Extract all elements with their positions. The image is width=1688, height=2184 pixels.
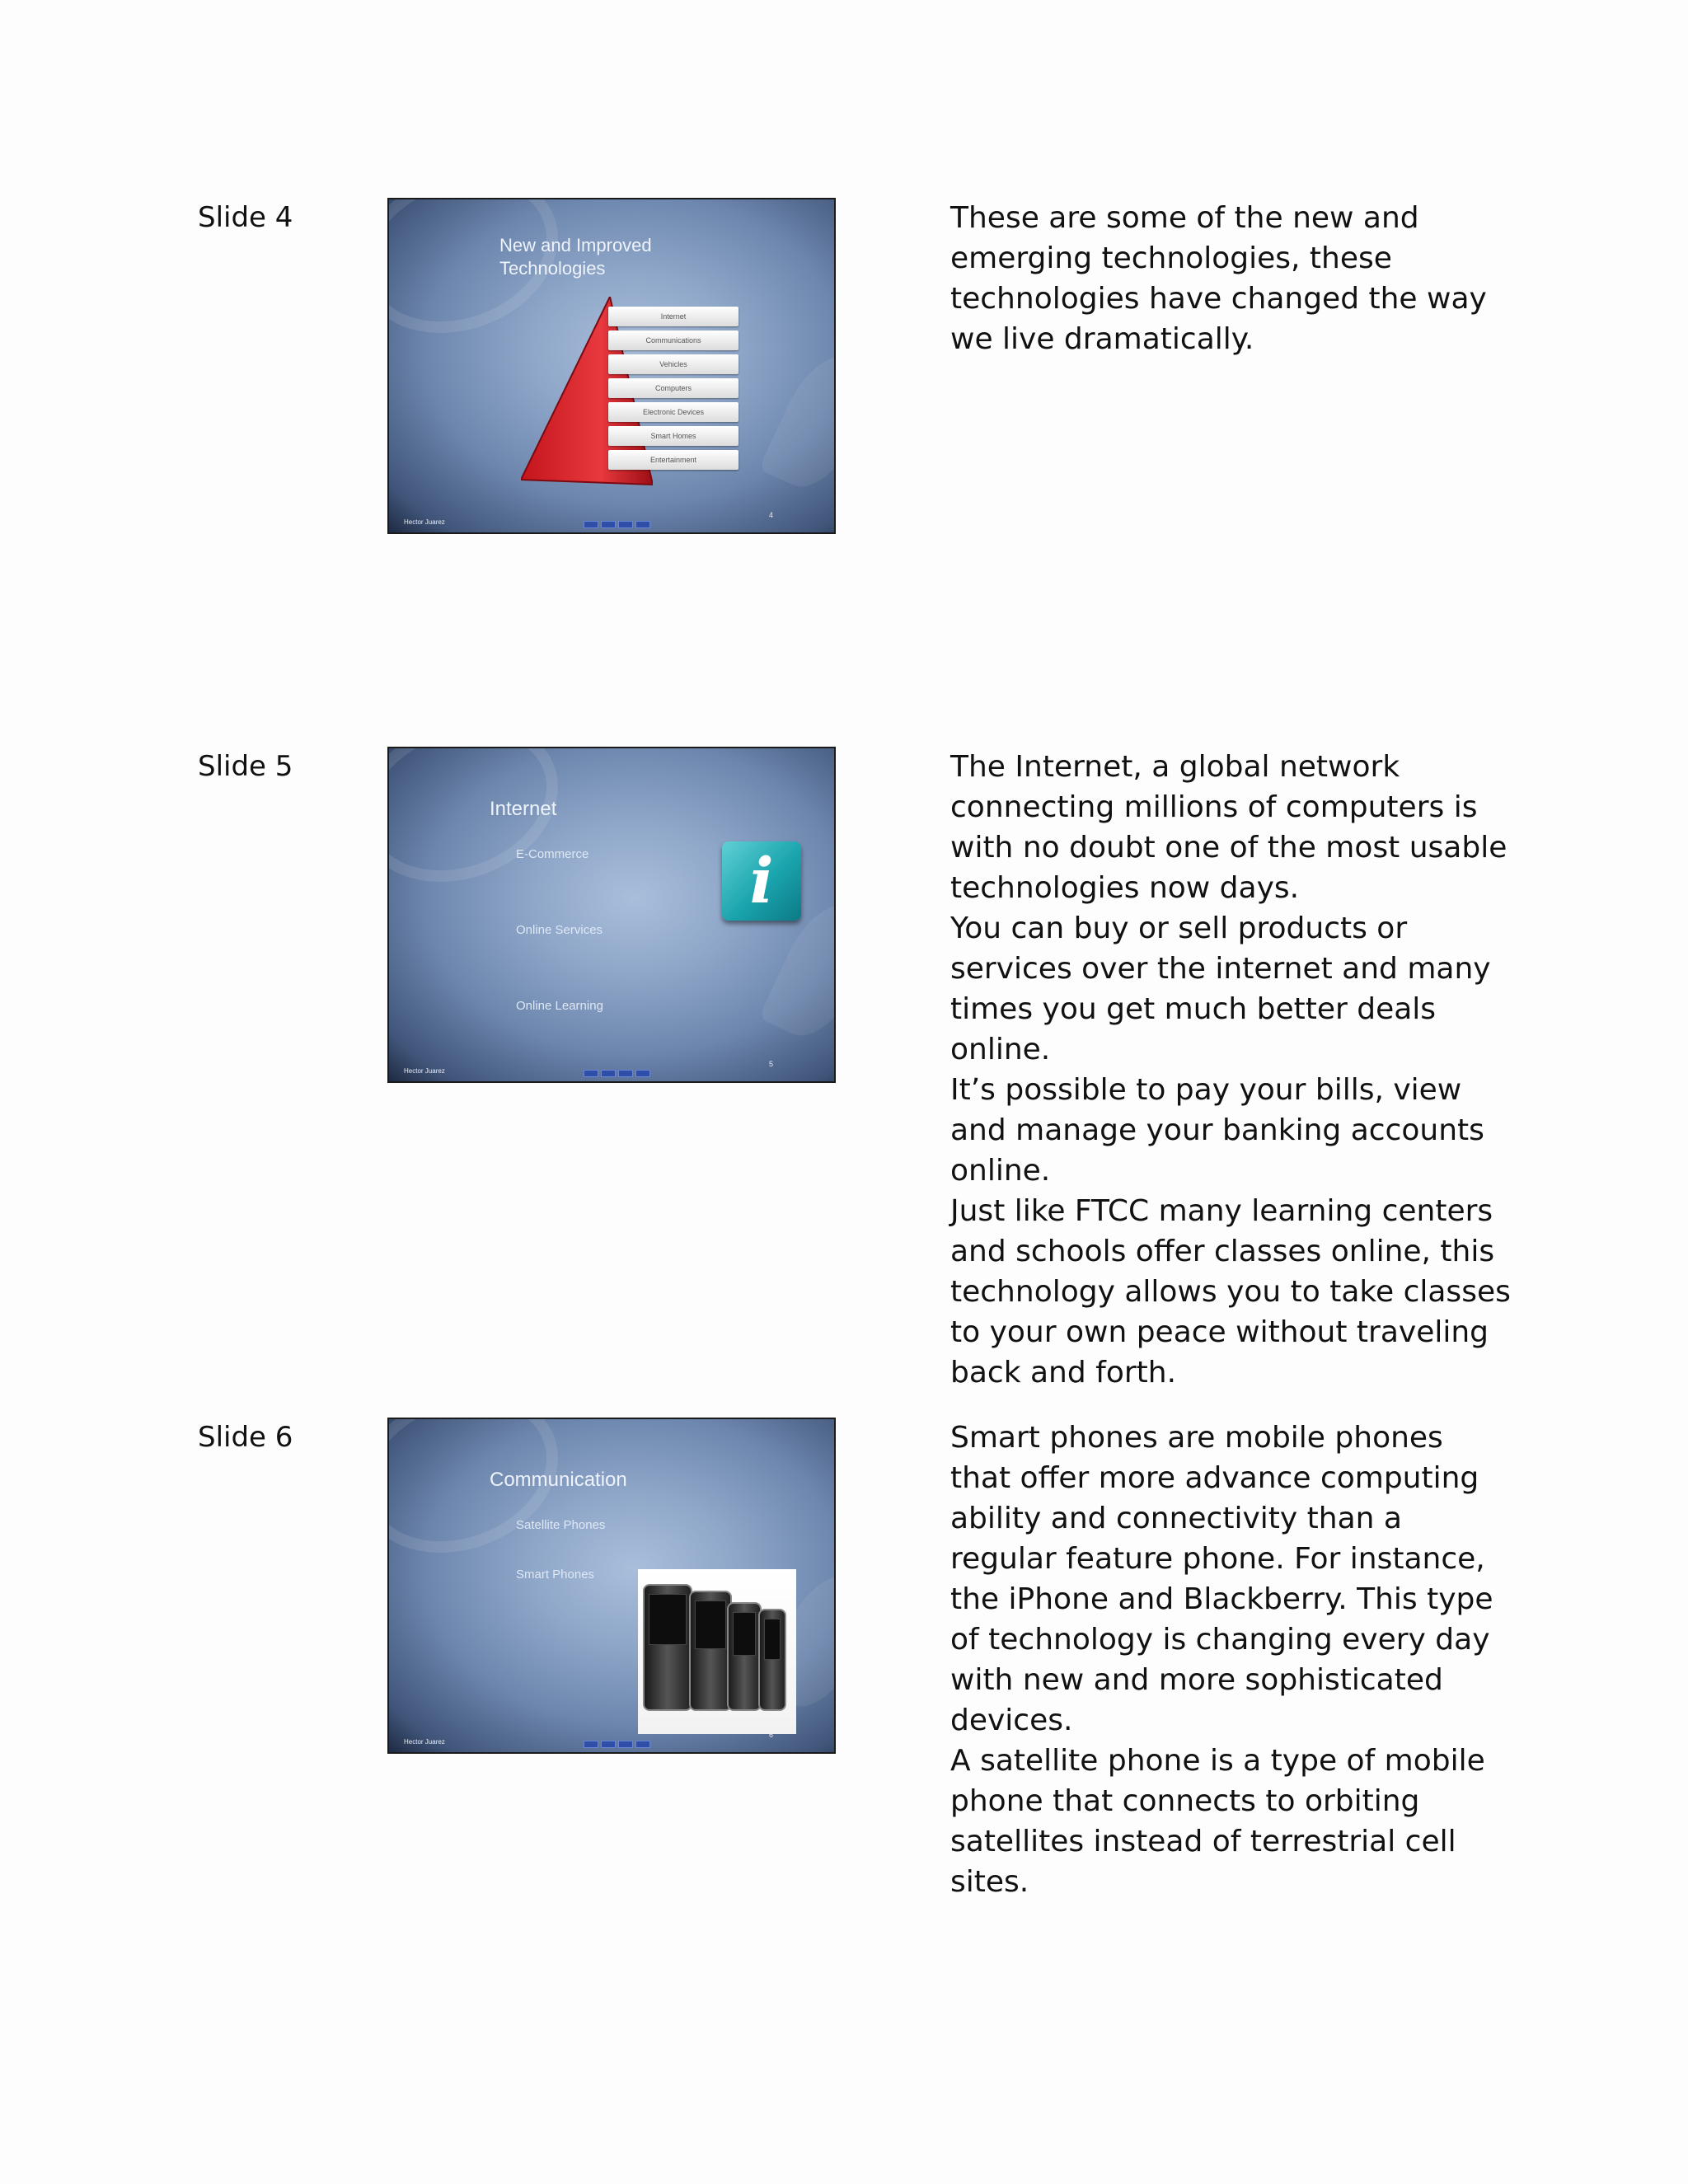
slide-5-item: Online Learning: [516, 999, 603, 1013]
step-vehicles: Vehicles: [608, 354, 738, 374]
slide-5-title: Internet: [490, 798, 557, 820]
mobile-phones-photo: [638, 1569, 796, 1734]
step-electronic-devices: Electronic Devices: [608, 402, 738, 422]
slide-4-label: Slide 4: [198, 201, 293, 234]
slide-4-thumbnail[interactable]: [387, 198, 836, 534]
slide-6-label: Slide 6: [198, 1421, 293, 1454]
step-entertainment: Entertainment: [608, 450, 738, 470]
slide-number: 4: [768, 511, 773, 519]
slide-6-item: Satellite Phones: [516, 1518, 606, 1532]
slide-5-item: E-Commerce: [516, 847, 589, 861]
technology-steps: [608, 307, 738, 474]
slide-6-title: Communication: [490, 1469, 627, 1491]
background-swirl: [387, 747, 581, 909]
slide-4-notes: These are some of the new and emerging technologies, these technologies have changed the way we live dramatically.: [950, 201, 1487, 356]
background-swirl: [758, 342, 836, 500]
slide-nav-buttons: [584, 1741, 650, 1748]
slide-nav-buttons: [584, 1070, 650, 1077]
step-smart-homes: Smart Homes: [608, 426, 738, 446]
info-icon: i: [722, 841, 801, 921]
slide-5-thumbnail[interactable]: [387, 747, 836, 1083]
slide-number: 5: [768, 1060, 773, 1068]
slide-4-title: New and Improved Technologies: [499, 235, 652, 279]
step-internet: Internet: [608, 307, 738, 326]
slide-footer-author: Hector Juarez: [404, 518, 445, 526]
background-swirl: [387, 1418, 581, 1580]
slide-nav-buttons: [584, 521, 650, 528]
step-computers: Computers: [608, 378, 738, 398]
slide-5-item: Online Services: [516, 923, 603, 937]
slide-footer-author: Hector Juarez: [404, 1067, 445, 1075]
slide-6-thumbnail[interactable]: [387, 1418, 836, 1754]
slide-6-item: Smart Phones: [516, 1568, 595, 1582]
slide-5-label: Slide 5: [198, 750, 293, 783]
slide-5-notes: The Internet, a global network connecting millions of computers is with no doubt one of the most usable technologies now days. You can buy or sell products or services over the internet and many times you get much better deals online. It’s possible to pay your bills, view and manage your banking accounts online. Just like FTCC many learning centers and schools offer classes online, this technology allows you to take classes to your own peace without traveling back and forth.: [950, 750, 1511, 1390]
slide-footer-author: Hector Juarez: [404, 1738, 445, 1746]
slide-number: 6: [768, 1731, 773, 1739]
slide-6-notes: Smart phones are mobile phones that offer more advance computing ability and connectivity than a regular feature phone. For instance, the iPhone and Blackberry. This type of technology is changing every day with new and more sophisticated devices. A satellite phone is a type of mobile phone that connects to orbiting satellites instead of terrestrial cell sites.: [950, 1421, 1493, 1899]
step-communications: Communications: [608, 330, 738, 350]
